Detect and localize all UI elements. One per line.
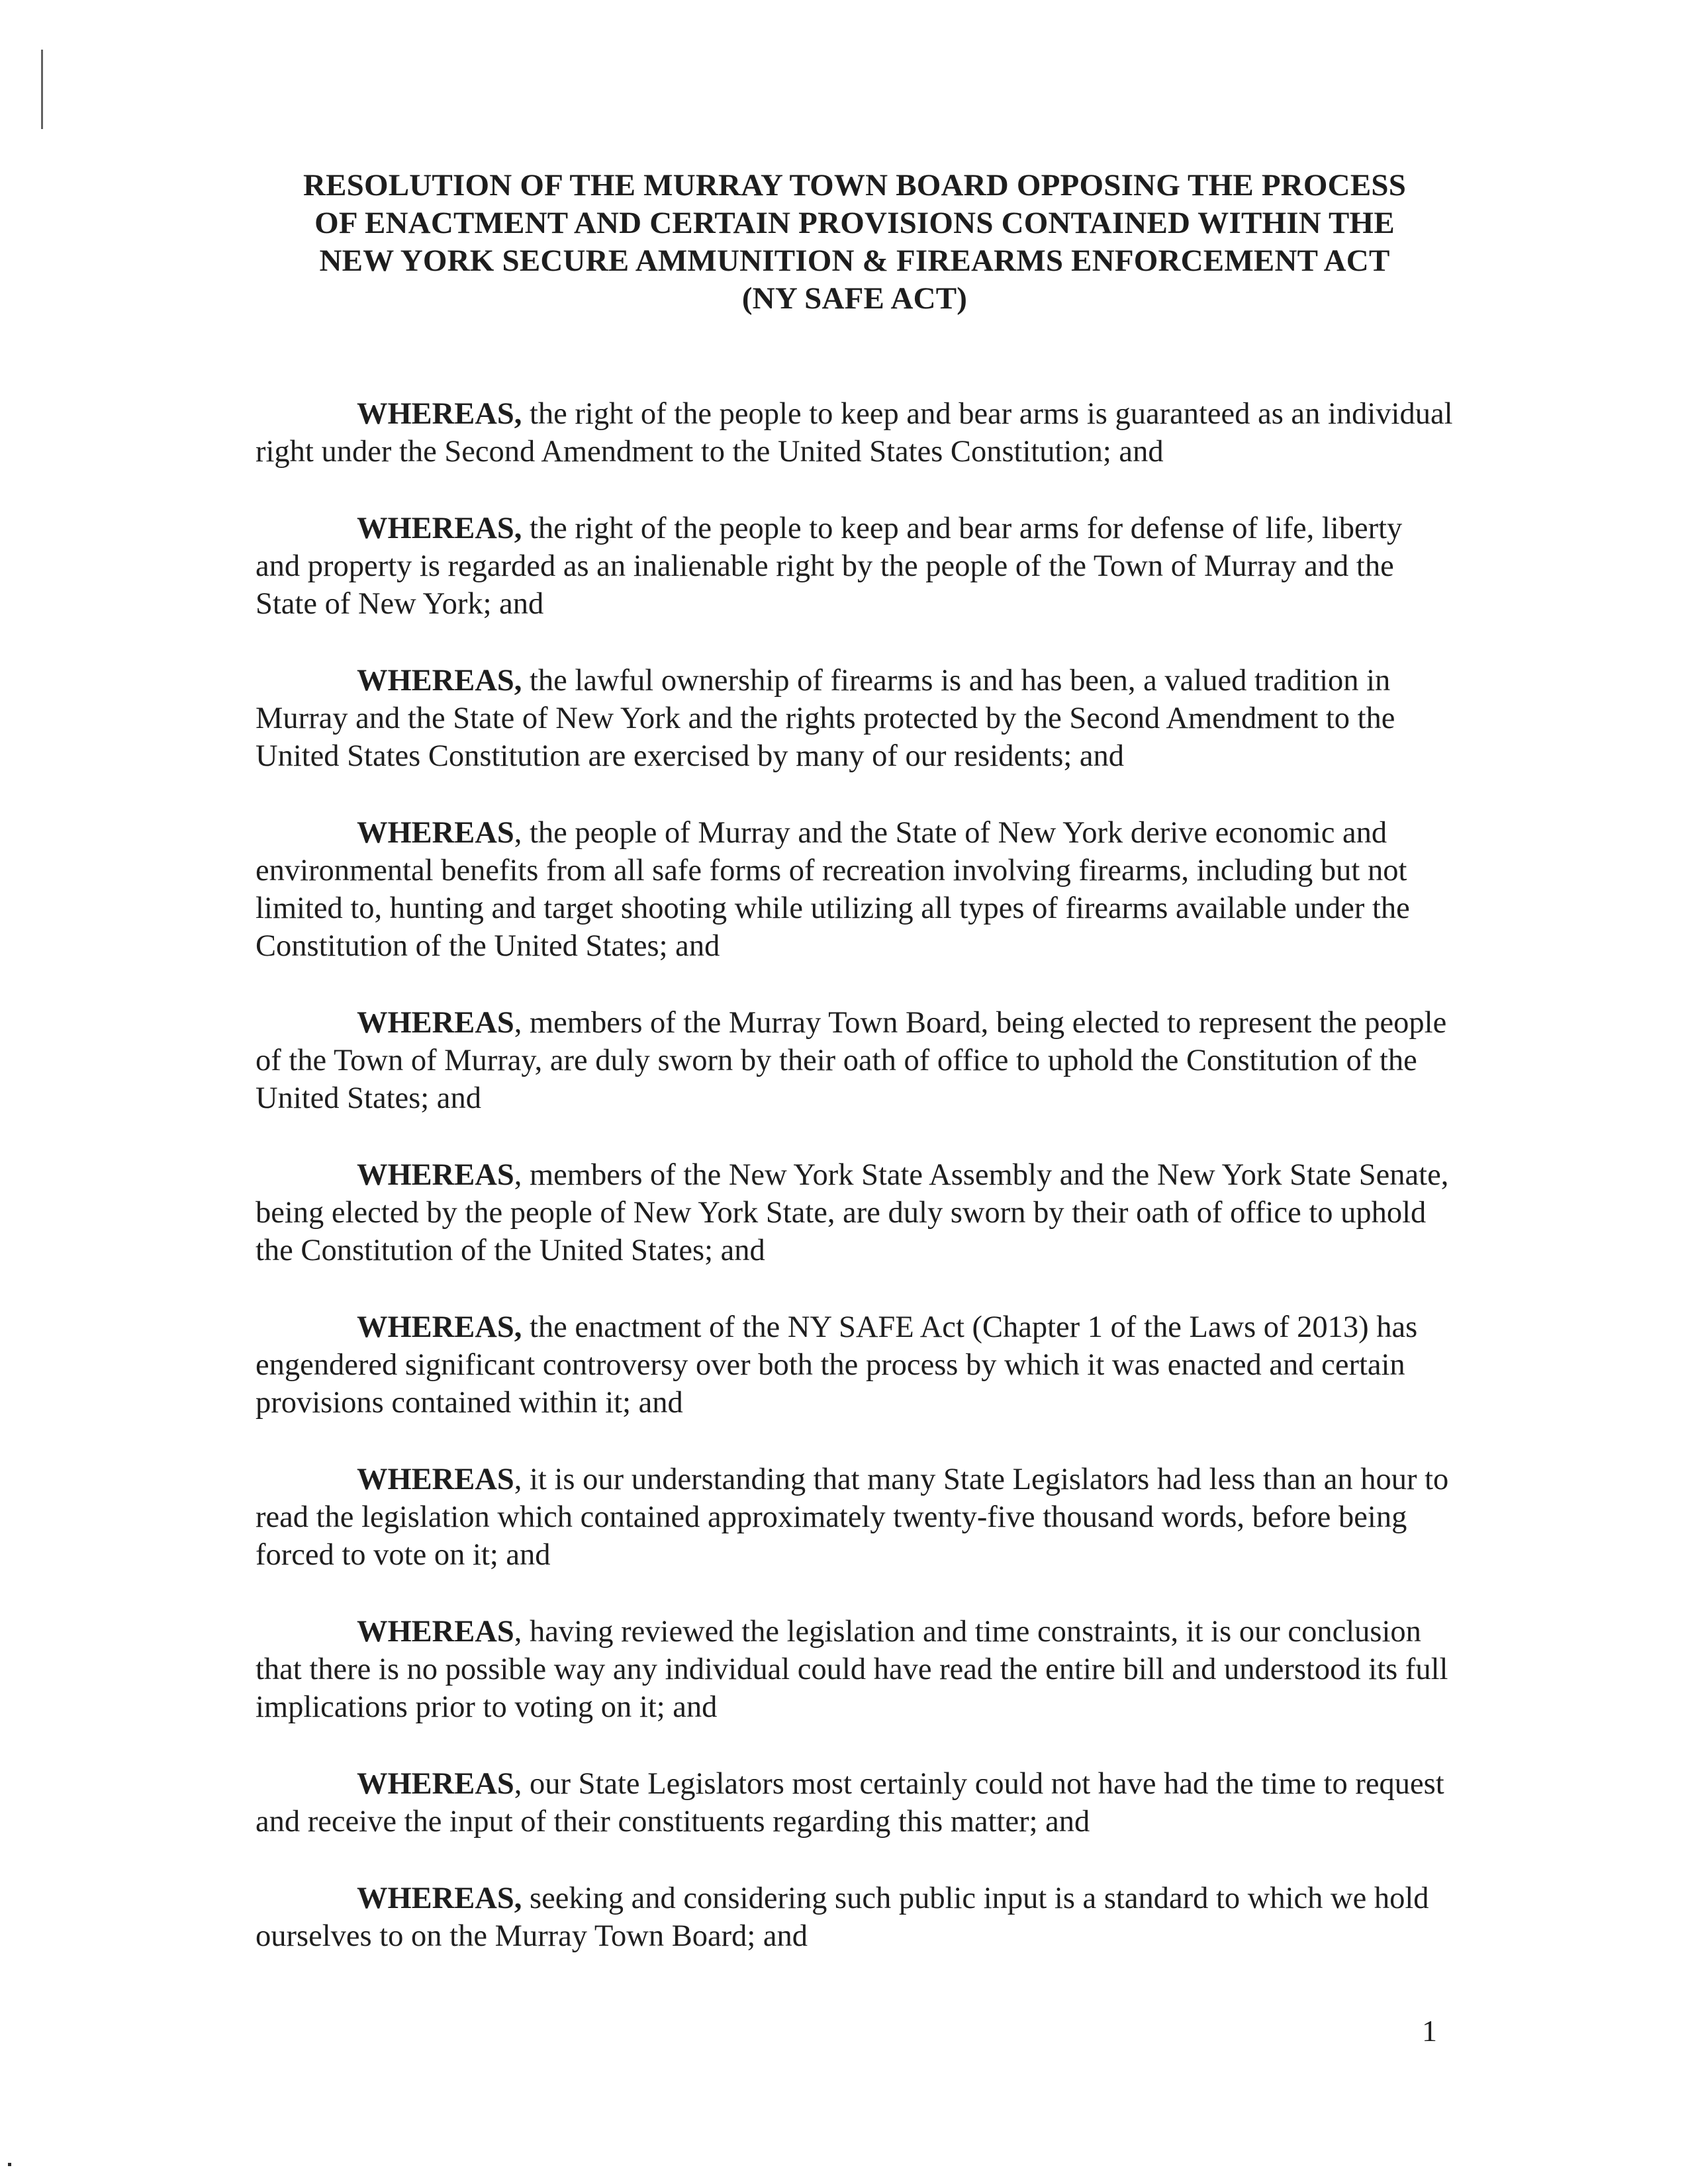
clause-text: , the people of Murray and the State of New York derive economic and environmental benefits from all safe forms of recreation involving firearms, including but not limited to, hunting and target shooting while utilizing all types of firearms available under the Constitution of the United States; and xyxy=(256,816,1410,963)
whereas-clause xyxy=(256,662,1454,775)
whereas-clause xyxy=(256,1613,1454,1726)
clause-text: the right of the people to keep and bear arms is guaranteed as an individual right under the Second Amendment to the United States Constitution; and xyxy=(256,397,1453,469)
title-line: RESOLUTION OF THE MURRAY TOWN BOARD OPPOSING THE PROCESS xyxy=(303,168,1407,203)
whereas-clause xyxy=(256,1880,1454,1955)
clause-keyword: WHEREAS, xyxy=(357,1310,522,1344)
clause-keyword: WHEREAS, xyxy=(357,664,522,698)
clause-text: the right of the people to keep and bear arms for defense of life, liberty and property is regarded as an inalienable right by the people of the Town of Murray and the State of New York; and xyxy=(256,512,1403,621)
clause-text: , members of the New York State Assembly and the New York State Senate, being elected by the people of New York State, are duly sworn by their oath of office to uphold the Constitution of the United States; and xyxy=(256,1158,1449,1267)
title-line: NEW YORK SECURE AMMUNITION & FIREARMS ENFORCEMENT ACT xyxy=(319,244,1390,278)
whereas-clause xyxy=(256,395,1454,471)
page-number: 1 xyxy=(1422,2014,1437,2048)
whereas-clause xyxy=(256,1004,1454,1117)
document-page xyxy=(256,167,1454,1994)
clause-keyword: WHEREAS xyxy=(357,1006,514,1040)
clause-keyword: WHEREAS, xyxy=(357,1882,522,1915)
scan-margin-mark xyxy=(41,50,43,129)
clause-text: , having reviewed the legislation and time constraints, it is our conclusion that there is no possible way any individual could have read the entire bill and understood its full implications prior to voting on it; and xyxy=(256,1615,1448,1724)
whereas-clause xyxy=(256,814,1454,965)
clause-keyword: WHEREAS xyxy=(357,816,514,850)
scan-speck xyxy=(8,2163,11,2166)
clause-keyword: WHEREAS, xyxy=(357,397,522,431)
whereas-clause xyxy=(256,1308,1454,1422)
clause-keyword: WHEREAS xyxy=(357,1615,514,1649)
clause-text: , our State Legislators most certainly could not have had the time to request and receive the input of their constituents regarding this matter; and xyxy=(256,1767,1444,1839)
clause-keyword: WHEREAS xyxy=(357,1767,514,1801)
whereas-clause xyxy=(256,1156,1454,1269)
title-line: (NY SAFE ACT) xyxy=(741,281,968,316)
whereas-clause xyxy=(256,1461,1454,1574)
clause-text: seeking and considering such public input is a standard to which we hold ourselves to on the Murray Town Board; and xyxy=(256,1882,1429,1953)
title-line: OF ENACTMENT AND CERTAIN PROVISIONS CONTAINED WITHIN THE xyxy=(314,206,1395,240)
clause-text: , members of the Murray Town Board, being elected to represent the people of the Town of Murray, are duly sworn by their oath of office to uphold the Constitution of the United States; and xyxy=(256,1006,1447,1115)
whereas-clause xyxy=(256,510,1454,623)
clause-keyword: WHEREAS xyxy=(357,1158,514,1192)
clause-text: the lawful ownership of firearms is and has been, a valued tradition in Murray and the State of New York and the rights protected by the Second Amendment to the United States Constitution are exercised by many of our residents; and xyxy=(256,664,1395,773)
clause-keyword: WHEREAS xyxy=(357,1463,514,1496)
whereas-clause xyxy=(256,1765,1454,1841)
resolution-title xyxy=(256,167,1454,318)
clause-text: the enactment of the NY SAFE Act (Chapter 1 of the Laws of 2013) has engendered significant controversy over both the process by which it was enacted and certain provisions contained within it; and xyxy=(256,1310,1418,1420)
clause-text: , it is our understanding that many State Legislators had less than an hour to read the legislation which contained approximately twenty-five thousand words, before being forced to vote on it; and xyxy=(256,1463,1449,1572)
clause-keyword: WHEREAS, xyxy=(357,512,522,545)
